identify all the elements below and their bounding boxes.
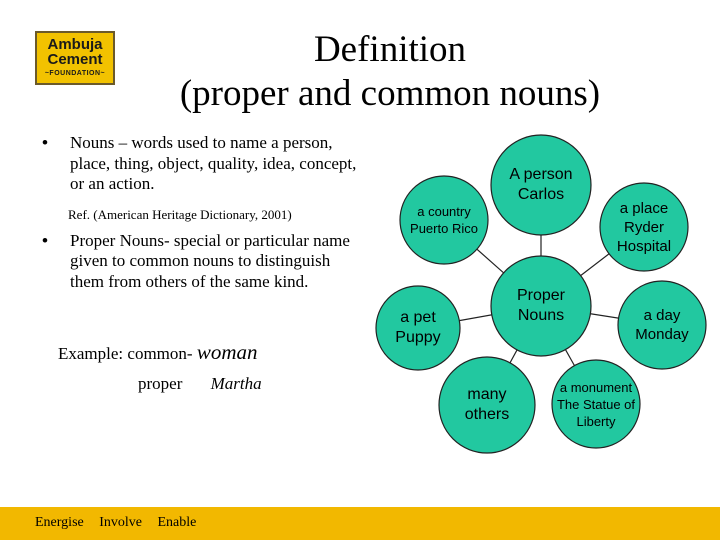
node-day-line1: a day: [643, 307, 681, 324]
node-monument-label: [548, 379, 645, 430]
bullet-text: Nouns – words used to name a person, place, thing, object, quality, idea, concept, or an action.: [70, 133, 357, 193]
node-person-line1: A person: [509, 166, 573, 183]
node-place-line1: a place: [619, 199, 669, 217]
example-label: Example: common-: [58, 344, 193, 363]
node-pet-label: [372, 308, 464, 348]
title-line-2: (proper and common nouns): [179, 73, 601, 114]
center-proper-nouns-line1: Proper: [516, 287, 566, 304]
example-proper-word: Martha: [210, 374, 262, 393]
node-person-line2: Carlos: [517, 186, 565, 203]
footer-word-energise: Energise: [35, 515, 84, 530]
node-place-line2: Ryder: [623, 218, 664, 236]
node-pet-line1: a pet: [400, 309, 436, 326]
footer-word-enable: Enable: [157, 515, 197, 530]
example-common-word: woman: [196, 340, 258, 364]
node-others-line1: many: [467, 386, 507, 403]
node-pet-line2: Puppy: [395, 329, 441, 346]
bullet-dot-icon: •: [42, 133, 48, 152]
node-monument-line1: a monument: [559, 379, 633, 395]
node-others-line2: others: [464, 406, 510, 423]
node-monument-line2: The Statue of: [556, 396, 636, 412]
footer-tagline: [35, 515, 208, 531]
reference-note: Ref. (American Heritage Dictionary, 2001): [68, 206, 292, 222]
node-country-line2: Puerto Rico: [410, 221, 478, 236]
center-proper-nouns-line2: Nouns: [517, 307, 565, 324]
node-day-label: [614, 306, 711, 344]
node-person-label: [486, 165, 596, 205]
title-line-1: Definition: [313, 29, 467, 70]
logo-line-3: ~FOUNDATION~: [44, 70, 106, 77]
node-monument-line3: Liberty: [576, 413, 616, 429]
node-place-label: [596, 199, 693, 256]
node-place-line3: Hospital: [616, 237, 672, 255]
node-country-label: [396, 203, 493, 237]
logo-line-1: Ambuja: [47, 36, 103, 53]
bullet-text: Proper Nouns- special or particular name given to common nouns to distinguish them from others of the same kind.: [70, 230, 350, 291]
footer-word-involve: Involve: [99, 515, 142, 530]
example-proper-label: proper: [138, 374, 183, 393]
node-country-line1: a country: [417, 204, 471, 219]
bullet-dot-icon: •: [42, 230, 48, 250]
node-day-line2: Monday: [635, 326, 689, 343]
logo-line-2: Cement: [47, 51, 103, 68]
node-others-label: [434, 385, 540, 425]
center-proper-nouns-label: [486, 286, 596, 326]
